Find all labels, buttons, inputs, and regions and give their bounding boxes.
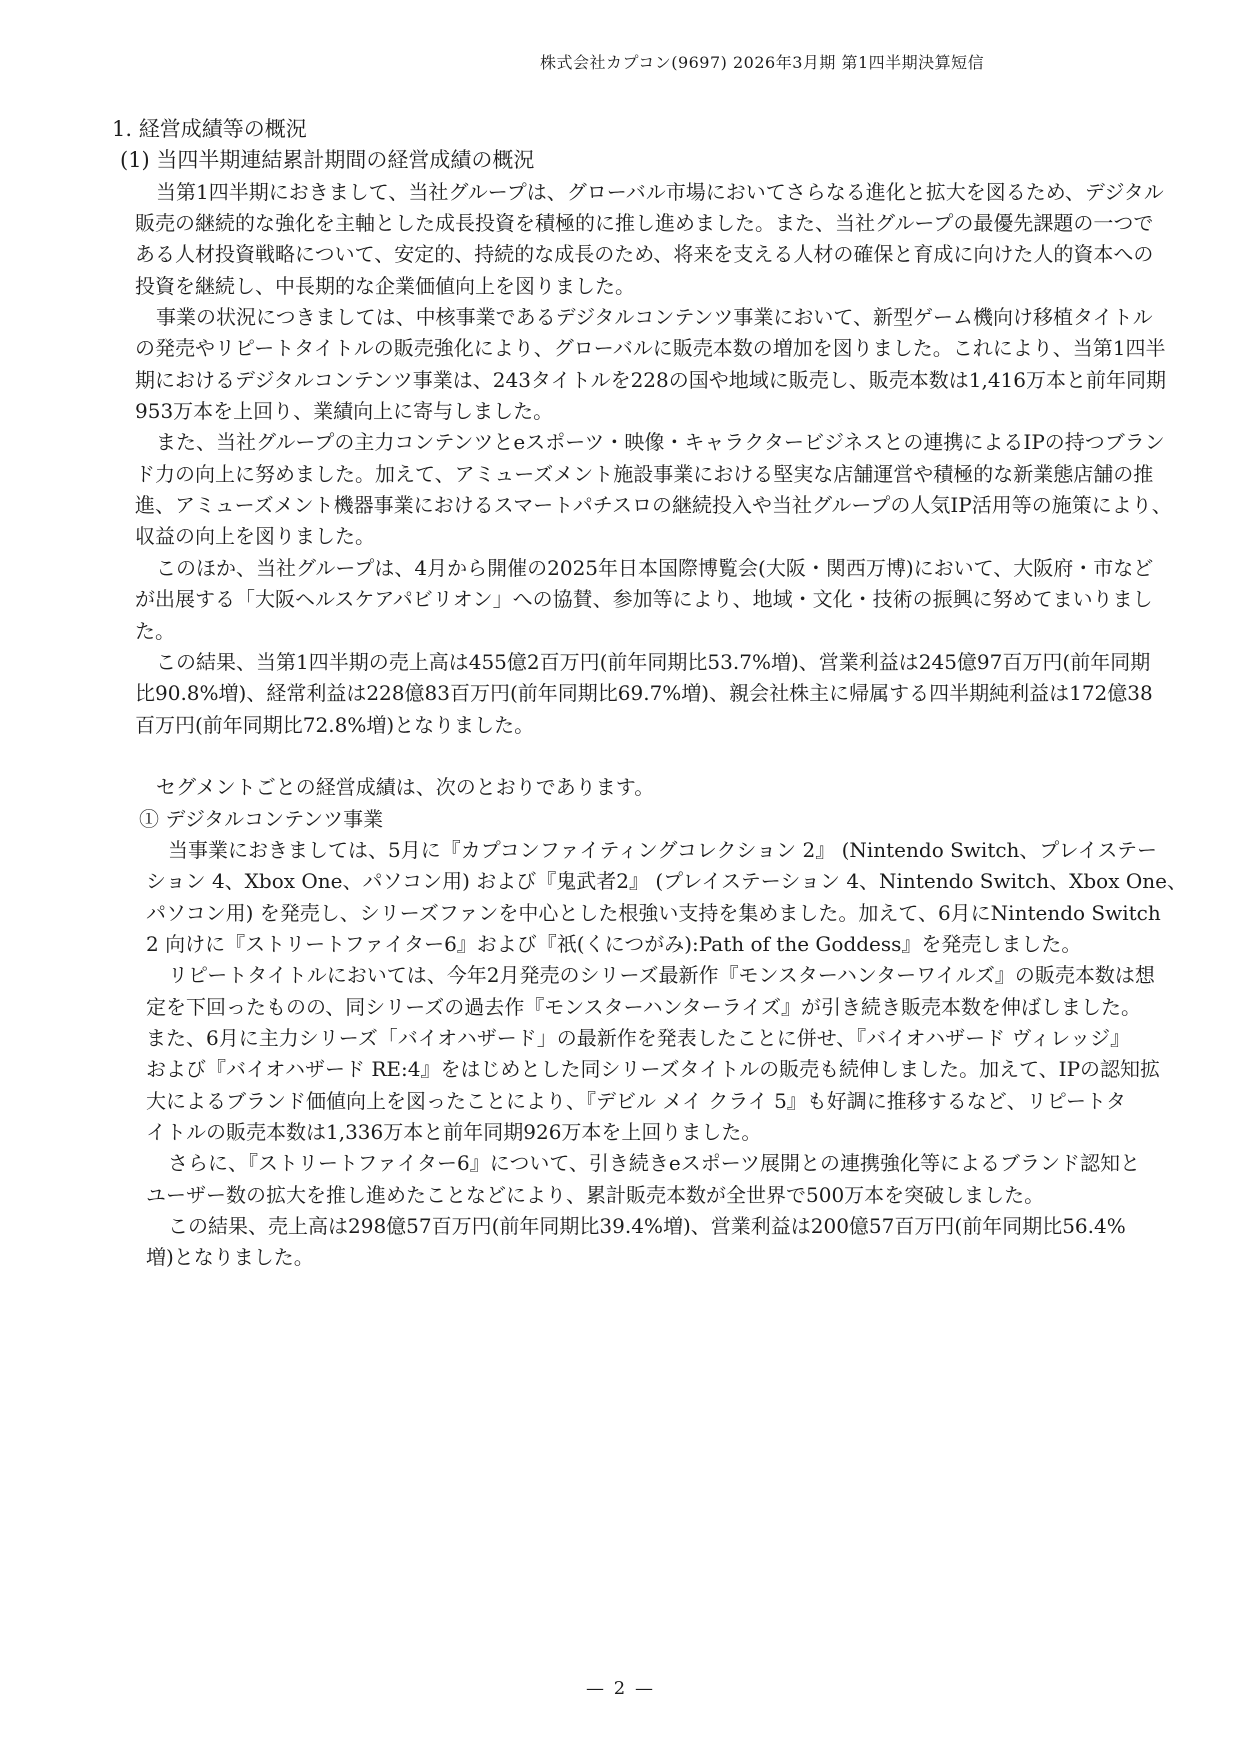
document-body (0, 114, 1241, 1274)
text-line: この結果、売上高は298億57百万円(前年同期比39.4%増)、営業利益は200億57百万円(前年同期比56.4% (168, 1214, 1126, 1239)
text-line: (1) 当四半期連結累計期間の経営成績の概況 (120, 148, 535, 173)
text-line: ① デジタルコンテンツ事業 (139, 806, 384, 831)
text-line: 百万円(前年同期比72.8%増)となりました。 (135, 712, 535, 737)
text-line: パソコン用) を発売し、シリーズファンを中心とした根強い支持を集めました。加えて、6月にNintendo Switch (146, 900, 1161, 925)
text-line: 比90.8%増)、経常利益は228億83百万円(前年同期比69.7%増)、親会社株主に帰属する四半期純利益は172億38 (135, 681, 1153, 706)
text-line: 当第1四半期におきまして、当社グループは、グローバル市場においてさらなる進化と拡大を図るため、デジタル (156, 179, 1164, 204)
text-line: 1. 経営成績等の概況 (112, 117, 307, 141)
text-line: 期におけるデジタルコンテンツ事業は、243タイトルを228の国や地域に販売し、販売本数は1,416万本と前年同期 (135, 367, 1167, 392)
text-line: ユーザー数の拡大を推し進めたことなどにより、累計販売本数が全世界で500万本を突破しました。 (146, 1182, 1045, 1207)
text-line: の発売やリピートタイトルの販売強化により、グローバルに販売本数の増加を図りました。これにより、当第1四半 (135, 336, 1166, 361)
page-number: — 2 — (586, 1678, 655, 1699)
text-line: 定を下回ったものの、同シリーズの過去作『モンスターハンターライズ』が引き続き販売本数を伸ばしました。 (146, 994, 1141, 1019)
text-line: さらに、『ストリートファイター6』について、引き続きeスポーツ展開との連携強化等によるブランド認知と (168, 1151, 1140, 1176)
text-line: ション 4、Xbox One、パソコン用) および『鬼武者2』 (プレイステーション 4、Nintendo Switch、Xbox One、 (146, 869, 1187, 894)
text-line: が出展する「大阪ヘルスケアパビリオン」への協賛、参加等により、地域・文化・技術の振興に努めてまいりまし (135, 587, 1153, 612)
text-line: リピートタイトルにおいては、今年2月発売のシリーズ最新作『モンスターハンターワイルズ』の販売本数は想 (168, 963, 1155, 988)
text-line: 2 向けに『ストリートファイター6』および『祇(くにつがみ):Path of the Goddess』を発売しました。 (146, 931, 1082, 956)
text-line: イトルの販売本数は1,336万本と前年同期926万本を上回りました。 (146, 1120, 762, 1144)
text-line: ド力の向上に努めました。加えて、アミューズメント施設事業における堅実な店舗運営や積極的な新業態店舗の推 (135, 461, 1154, 486)
text-line: 進、アミューズメント機器事業におけるスマートパチスロの継続投入や当社グループの人気IP活用等の施策により、 (135, 493, 1172, 518)
text-line: セグメントごとの経営成績は、次のとおりであります。 (156, 775, 655, 800)
text-line: ある人材投資戦略について、安定的、持続的な成長のため、将来を支える人材の確保と育成に向けた人的資本への (135, 242, 1154, 267)
text-line: また、6月に主力シリーズ「バイオハザード」の最新作を発表したことに併せ、『バイオハザード ヴィレッジ』 (146, 1025, 1131, 1050)
text-line: 当事業におきましては、5月に『カプコンファイティングコレクション 2』 (Nintendo Switch、プレイステー (168, 837, 1158, 862)
text-line: 投資を継続し、中長期的な企業価値向上を図りました。 (135, 273, 635, 298)
text-line: 事業の状況につきましては、中核事業であるデジタルコンテンツ事業において、新型ゲーム機向け移植タイトル (156, 305, 1153, 330)
text-line: た。 (135, 618, 175, 643)
text-line: 大によるブランド価値向上を図ったことにより、『デビル メイ クライ 5』も好調に推移するなど、リピートタ (146, 1088, 1126, 1113)
text-line (0, 741, 1241, 772)
text-line: および『バイオハザード RE:4』をはじめとした同シリーズタイトルの販売も続伸しました。加えて、IPの認知拡 (146, 1057, 1161, 1082)
text-line: このほか、当社グループは、4月から開催の2025年日本国際博覧会(大阪・関西万博)において、大阪府・市など (156, 555, 1154, 580)
document-header: 株式会社カプコン(9697) 2026年3月期 第1四半期決算短信 (540, 53, 985, 72)
text-line: 販売の継続的な強化を主軸とした成長投資を積極的に推し進めました。また、当社グループの最優先課題の一つで (135, 211, 1154, 236)
text-line: 953万本を上回り、業績向上に寄与しました。 (135, 399, 554, 424)
text-line: また、当社グループの主力コンテンツとeスポーツ・映像・キャラクタービジネスとの連携によるIPの持つブラン (156, 430, 1165, 455)
text-line: この結果、当第1四半期の売上高は455億2百万円(前年同期比53.7%増)、営業利益は245億97百万円(前年同期 (156, 649, 1151, 674)
text-line: 収益の向上を図りました。 (135, 524, 375, 549)
text-line: 増)となりました。 (146, 1245, 314, 1270)
